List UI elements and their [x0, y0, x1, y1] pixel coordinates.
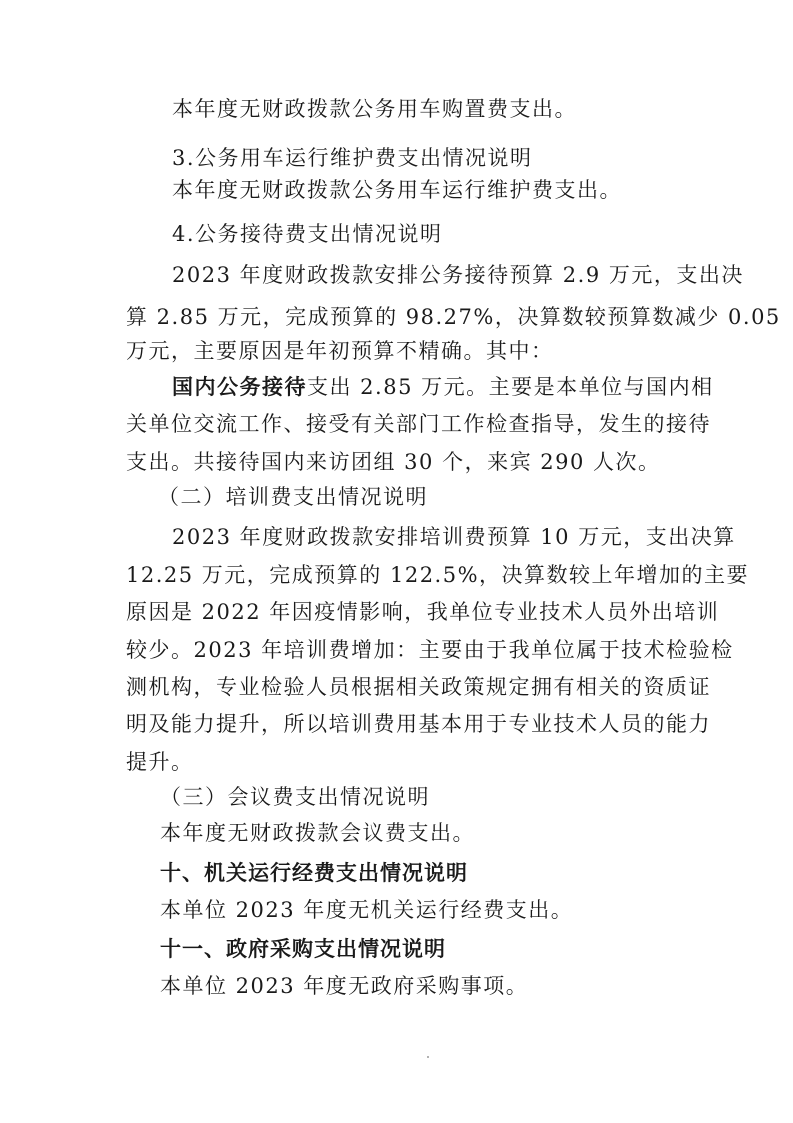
paragraph-vehicle-purchase: 本年度无财政拨款公务用车购置费支出。 — [172, 97, 577, 121]
paragraph-training-line: 2023 年度财政拨款安排培训费预算 10 万元，支出决算 — [172, 525, 736, 549]
subheading-training: （二）培训费支出情况说明 — [158, 485, 428, 509]
paragraph-meetings: 本年度无财政拨款会议费支出。 — [160, 821, 475, 845]
paragraph-reception-line: 算 2.85 万元，完成预算的 98.27%，决算数较预算数减少 0.05 — [126, 305, 781, 329]
domestic-reception-text: 支出 2.85 万元。主要是本单位与国内相 — [307, 375, 714, 399]
paragraph-training-line: 测机构，专业检验人员根据相关政策规定拥有相关的资质证 — [126, 675, 711, 699]
paragraph-government-procurement: 本单位 2023 年度无政府采购事项。 — [160, 974, 529, 998]
paragraph-reception-line: 万元，主要原因是年初预算不精确。其中： — [126, 339, 554, 363]
section-heading-government-procurement: 十一、政府采购支出情况说明 — [160, 937, 446, 961]
paragraph-training-line: 提升。 — [126, 750, 194, 774]
subheading-official-reception: 4.公务接待费支出情况说明 — [172, 222, 443, 246]
subheading-vehicle-maintenance: 3.公务用车运行维护费支出情况说明 — [172, 146, 533, 170]
scan-speck — [427, 1056, 429, 1058]
paragraph-reception-line: 2023 年度财政拨款安排公务接待预算 2.9 万元，支出决 — [172, 263, 744, 287]
domestic-reception-label: 国内公务接待 — [172, 375, 307, 399]
paragraph-operating-expenses: 本单位 2023 年度无机关运行经费支出。 — [160, 898, 574, 922]
paragraph-reception-line: 关单位交流工作、接受有关部门工作检查指导，发生的接待 — [126, 412, 711, 436]
section-heading-operating-expenses: 十、机关运行经费支出情况说明 — [160, 861, 468, 885]
paragraph-domestic-reception — [172, 372, 714, 402]
paragraph-training-line: 明及能力提升，所以培训费用基本用于专业技术人员的能力 — [126, 712, 711, 736]
paragraph-training-line: 12.25 万元，完成预算的 122.5%，决算数较上年增加的主要 — [126, 563, 750, 587]
paragraph-training-line: 原因是 2022 年因疫情影响，我单位专业技术人员外出培训 — [126, 600, 720, 624]
paragraph-reception-line: 支出。共接待国内来访团组 30 个，来宾 290 人次。 — [126, 450, 661, 474]
paragraph-training-line: 较少。2023 年培训费增加：主要由于我单位属于技术检验检 — [126, 638, 734, 662]
subheading-meetings: （三）会议费支出情况说明 — [160, 785, 430, 809]
paragraph-vehicle-maintenance: 本年度无财政拨款公务用车运行维护费支出。 — [172, 178, 622, 202]
